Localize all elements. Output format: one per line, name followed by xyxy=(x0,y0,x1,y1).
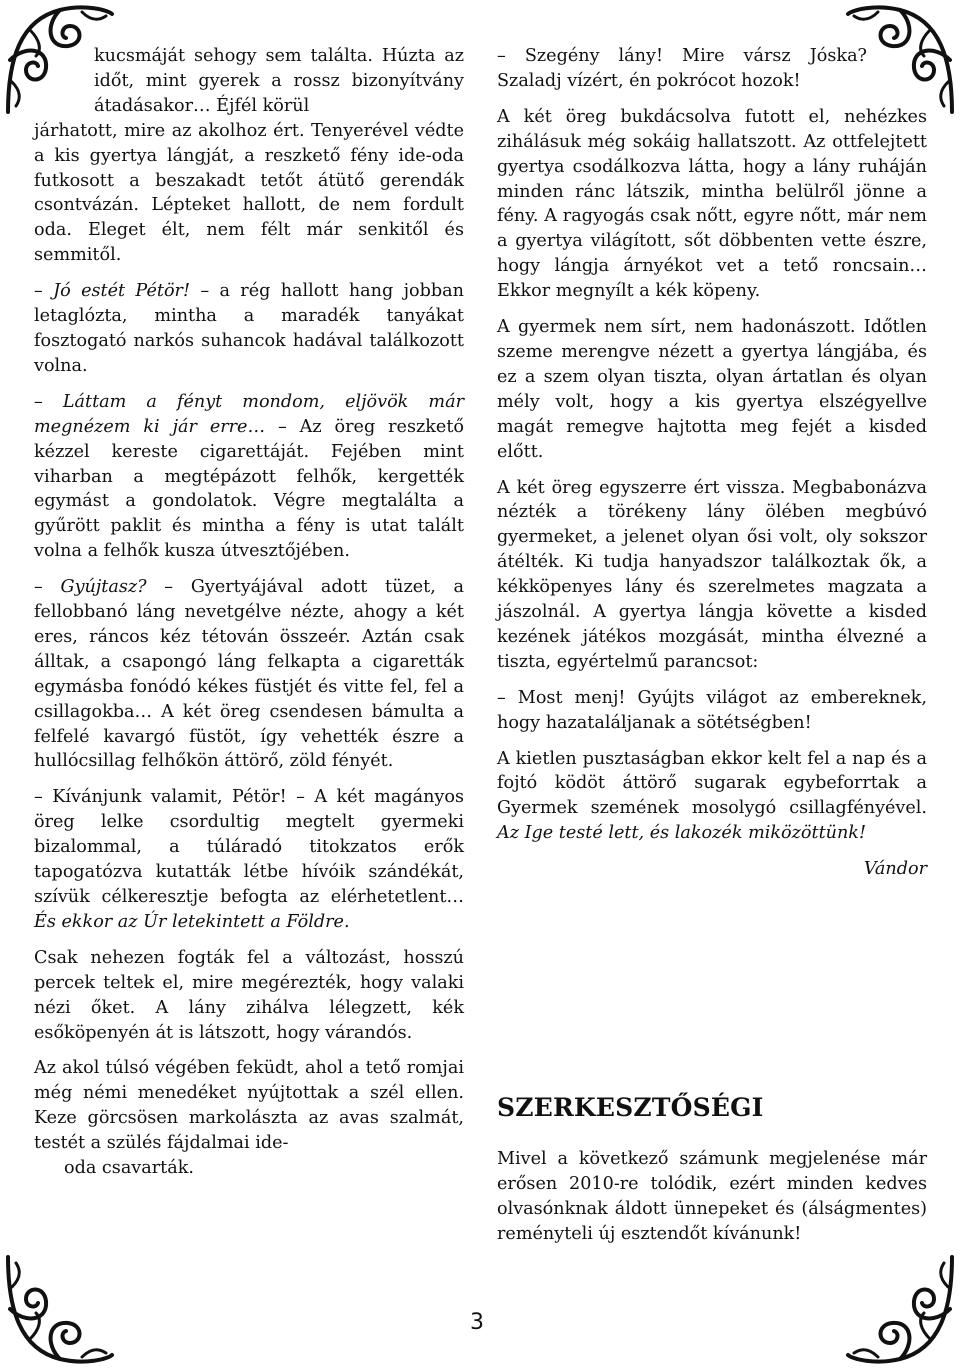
flourish-ornament-icon xyxy=(0,1249,120,1369)
paragraph-r4: A két öreg egyszerre ért vissza. Megbabonázva nézték a törékeny lány ölében megbúvó gyermeket, a jelenet olyan ősi volt, oly sokszor átélték. Ki tudja hanyadszor találkoztak ők, a kékköpenyes lány és szerelmetes magzata a jászolnál. A gyertya lángja követte a kisded kezének játékos mozgását, mintha élvezné a tiszta, egyértelmű parancsot: xyxy=(497,477,927,672)
paragraph-r5: – Most menj! Gyújts világot az embereknek, hogy hazataláljanak a sötétségben! xyxy=(497,687,927,733)
paragraph-1-start: kucsmáját sehogy sem találta. Húzta az időt, mint gyerek a rossz bizonyítvány átadásakor… Éjfél körül xyxy=(94,46,464,116)
corner-ornament-bottom-left xyxy=(0,1249,120,1369)
dialogue-greeting: – Jó estét Pétör! xyxy=(34,281,191,302)
paragraph-7-text: Az akol túlsó végében feküdt, ahol a tető romjai még némi menedéket nyújtottak a szél ellen. Keze görcsösen markolászta az avas szalmát, testét a szülés fájdalmai ide- xyxy=(34,1058,464,1154)
page-number: 3 xyxy=(470,1310,484,1335)
paragraph-r1: – Szegény lány! Mire vársz Jóska? Szaladj vízért, én pokrócot hozok! xyxy=(497,46,867,91)
editorial-text: Mivel a következő számunk megjelenése már erősen 2010-re tolódik, ezért minden kedves olvasónknak áldott ünnepeket és (álságmentes) reményteli új esztendőt kívánunk! xyxy=(497,1149,927,1244)
corner-ornament-bottom-right xyxy=(840,1249,960,1369)
paragraph-r6 xyxy=(497,747,927,847)
paragraph-7 xyxy=(34,1056,464,1181)
author-signature: Vándor xyxy=(863,859,927,880)
paragraph-6: Csak nehezen fogták fel a változást, hosszú percek teltek el, mire megérezték, hogy valaki nézi őket. A lány zihálva lélegzett, kék esőköpenyén át is látszott, hogy várandós. xyxy=(34,947,464,1043)
paragraph-3-text: – Az öreg reszkető kézzel kereste cigarettáját. Fejében mint viharban a megtépázott felhők, kergették egymást a gondolatok. Végre megtalálta a gyűrött paklit és mintha a fény is utat talált volna a felhők kusza útvesztőjében. xyxy=(34,416,464,562)
paragraph-r2: A két öreg bukdácsolva futott el, nehézkes zihálásuk még sokáig hallatszott. Az ottfelejtett gyertya csodálkozva látta, hogy a lány ruháján minden ránc látszik, mintha belülről jönne a fény. A ragyogás csak nőtt, egyre nőtt, már nem a gyertya világított, sőt döbbenten vette észre, hogy lángja árnyékot vet a tető roncsain… Ekkor megnyílt a kék köpeny. xyxy=(497,106,927,302)
left-column xyxy=(34,44,464,1181)
paragraph-2 xyxy=(34,279,464,379)
right-column xyxy=(497,44,927,893)
paragraph-3 xyxy=(34,390,464,564)
paragraph-4 xyxy=(34,575,464,774)
paragraph-1 xyxy=(34,44,464,268)
paragraph-5-text: – Kívánjunk valamit, Pétör! – A két magányos öreg lelke csordultig megtelt gyermeki bizalommal, a túláradó titokzatos erők tapogatózva kutatták létbe hívóik szándékát, szívük célkeresztje befogta az elérhetetlent… xyxy=(34,787,464,907)
dialogue-light: – Láttam a fényt mondom, eljövök már megnézem ki jár erre… xyxy=(34,391,464,437)
paragraph-5 xyxy=(34,785,464,934)
flourish-ornament-icon xyxy=(840,1249,960,1369)
paragraph-1-rest: járhatott, mire az akolhoz ért. Tenyerével védte a kis gyertya lángját, a reszkető fény ide-oda futkosott a beszakadt tetőt átütő gerendák csontvázán. Lépteket hallott, de nem fordult oda. Eleget élt, nem félt már senkitől és semmitől. xyxy=(34,120,464,266)
paragraph-5-italic: És ekkor az Úr letekintett a Földre. xyxy=(34,911,350,932)
editorial-heading: SZERKESZTŐSÉGI xyxy=(497,1093,764,1122)
paragraph-2-text: – a rég hallott hang jobban letaglózta, mintha a maradék tanyákat fosztogató narkós suhancok hadával találkozott volna. xyxy=(34,281,464,376)
paragraph-4-text: – Gyertyájával adott tüzet, a fellobbanó láng nevetgélve nézte, ahogy a két eres, ráncos kéz tétován összeér. Aztán csak álltak, a csapongó láng felkapta a cigaretták egymásba fonódó kékes füstjét és vitte fel, fel a csillagokba… A két öreg csendesen bámulta a felfelé kavargó füstöt, így vehették észre a hullócsillag felhőkön áttörő, zöld fényét. xyxy=(34,577,464,772)
dialogue-light-up: – Gyújtasz? xyxy=(34,577,147,598)
paragraph-r3: A gyermek nem sírt, nem hadonászott. Időtlen szeme merengve nézett a gyertya lángjába, és ez a szem olyan tiszta, olyan ártatlan és olyan mély volt, hogy a kis gyertya elszégyellve magát remegve hajtotta meg fejét a kisded előtt. xyxy=(497,317,927,462)
paragraph-7-end: oda csavarták. xyxy=(64,1158,194,1179)
paragraph-r6-italic: Az Ige testé lett, és lakozék miközöttünk! xyxy=(497,823,867,844)
paragraph-r6-text: A kietlen pusztaságban ekkor kelt fel a nap és a fojtó ködöt áttörő sugarak egybeforrtak a Gyermek szemének mosolygó csillagfényével. xyxy=(497,748,927,819)
